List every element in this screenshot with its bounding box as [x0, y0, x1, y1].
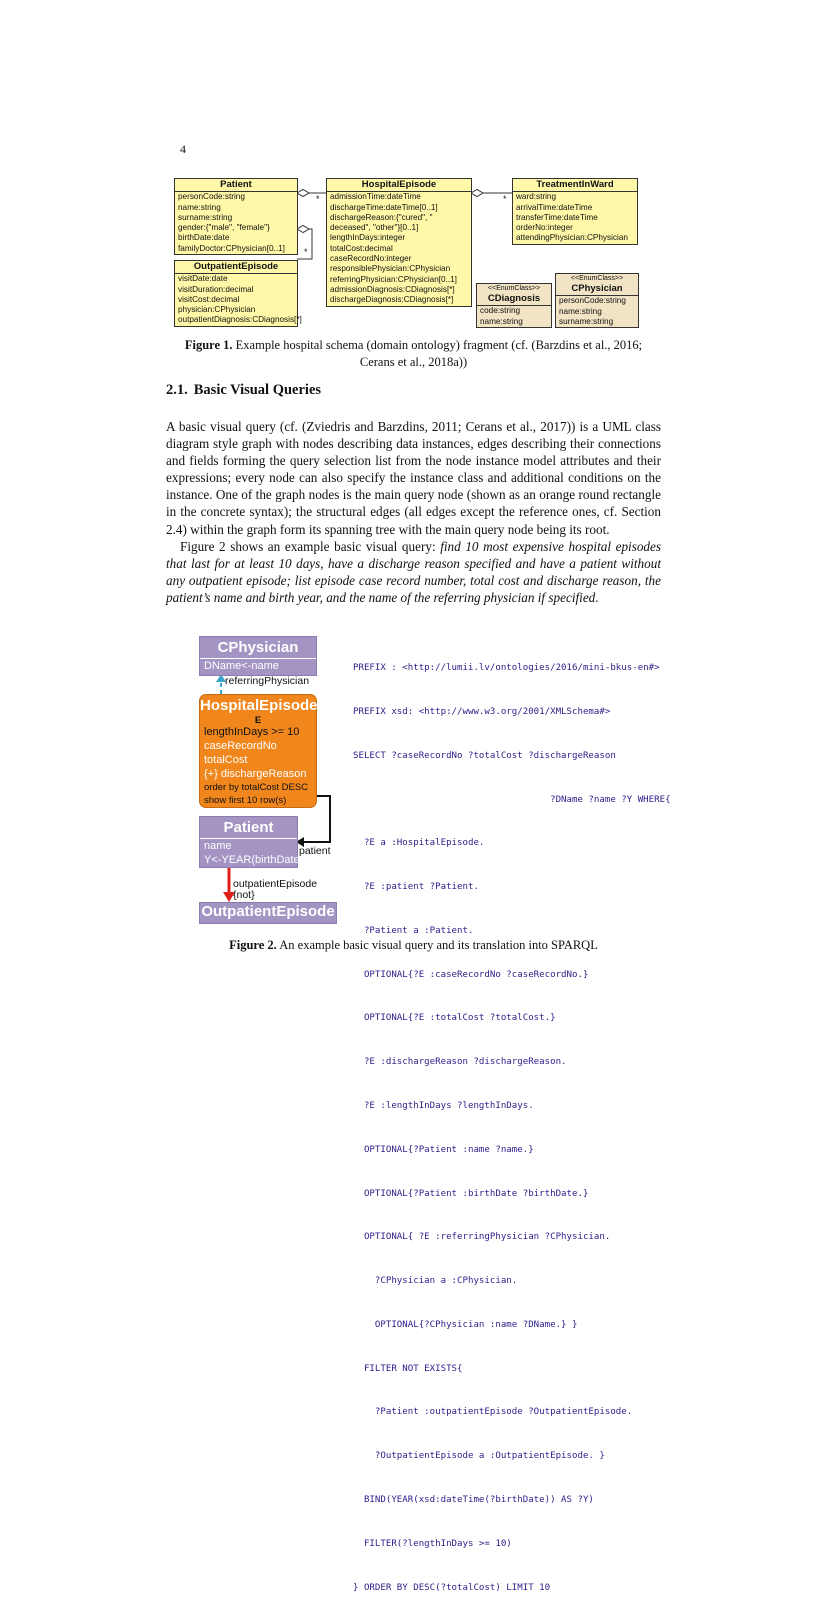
uml-attr: transferTime:dateTime [516, 212, 598, 222]
edge-label-patient: patient [299, 845, 331, 857]
uml-attr: referringPhysician:CPhysician[0..1] [330, 274, 457, 284]
code-line: ?E a :HospitalEpisode. [353, 838, 485, 849]
node-field: DName<-name [204, 660, 279, 672]
code-line: ?E :patient ?Patient. [353, 882, 479, 893]
uml-stereotype: <<EnumClass>> [487, 285, 541, 292]
node-field: Y<-YEAR(birthDate) [204, 854, 304, 866]
uml-attr: ward:string [516, 192, 557, 202]
multiplicity-label: * [304, 247, 308, 257]
code-line: OPTIONAL{?E :caseRecordNo ?caseRecordNo.} [353, 969, 589, 980]
uml-attr: visitDate:date [178, 274, 228, 284]
code-line: FILTER NOT EXISTS{ [353, 1363, 463, 1374]
uml-class-title: HospitalEpisode [327, 179, 471, 192]
uml-attr: name:string [559, 306, 602, 316]
code-line: OPTIONAL{?E :totalCost ?totalCost.} [353, 1013, 556, 1024]
code-line: ?Patient a :Patient. [353, 925, 474, 936]
code-line: OPTIONAL{ ?E :referringPhysician ?CPhysician. [353, 1232, 611, 1243]
uml-attr: personCode:string [559, 296, 626, 306]
section-title: Basic Visual Queries [193, 382, 322, 398]
uml-attr: visitCost:decimal [178, 294, 240, 304]
node-title: HospitalEpisode [200, 697, 318, 714]
multiplicity-label: * [503, 194, 507, 204]
code-line: OPTIONAL{?Patient :name ?name.} [353, 1144, 534, 1155]
code-line: ?DName ?name ?Y WHERE{ [353, 794, 671, 805]
uml-attr: totalCost:decimal [330, 243, 393, 253]
uml-attr: physician:CPhysician [178, 305, 256, 315]
node-alias: E [254, 715, 262, 726]
uml-attr: visitDuration:decimal [178, 284, 254, 294]
uml-class-title: CDiagnosis [477, 293, 551, 306]
node-limit: show first 10 row(s) [204, 795, 287, 806]
uml-attr: dischargeReason:{"cured", " [330, 212, 433, 222]
uml-attr: surname:string [178, 212, 233, 222]
uml-attr: arrivalTime:dateTime [516, 202, 593, 212]
code-line: OPTIONAL{?Patient :birthDate ?birthDate.} [353, 1188, 589, 1199]
uml-attr: dischargeDiagnosis:CDiagnosis[*] [330, 295, 454, 305]
uml-attr: surname:string [559, 316, 614, 326]
node-outpatient-episode [199, 902, 337, 924]
section-number: 2.1. [166, 382, 188, 398]
node-title: CPhysician [200, 637, 316, 659]
code-line: FILTER(?lengthInDays >= 10) [353, 1538, 512, 1549]
page-number: 4 [180, 142, 186, 156]
uml-attr: deceased", "other"}[0..1] [330, 223, 419, 233]
edge-label-referring: referringPhysician [225, 675, 310, 687]
paragraph-italic: find 10 most expensive hospital episodes that last for at least 10 days, have a discharge reason specified and have a patient without any outpatient episode; list episode case record number, total cost and discharge reason, the patient’s name and birth year, and the name of the referring physician if specified [166, 538, 662, 605]
uml-attr: familyDoctor:CPhysician[0..1] [178, 243, 285, 253]
uml-class-title: Patient [175, 179, 297, 192]
code-line: ?E :dischargeReason ?dischargeReason. [353, 1057, 567, 1068]
node-field: {+} dischargeReason [204, 768, 307, 780]
uml-class-title: CPhysician [556, 283, 638, 296]
edge-label-not: {not} [233, 889, 255, 901]
uml-attr: gender:{"male", "female"} [178, 223, 270, 233]
uml-attr: responsiblePhysician:CPhysician [330, 264, 451, 274]
uml-attr: admissionDiagnosis:CDiagnosis[*] [330, 284, 455, 294]
sparql-code [353, 632, 671, 1624]
code-line: OPTIONAL{?CPhysician :name ?DName.} } [353, 1319, 578, 1330]
code-line: ?Patient :outpatientEpisode ?OutpatientEpisode. [353, 1407, 633, 1418]
code-line: ?OutpatientEpisode a :OutpatientEpisode. } [353, 1451, 605, 1462]
edge-label-outpatient: outpatientEpisode [233, 878, 318, 890]
node-field: lengthInDays >= 10 [204, 726, 300, 738]
code-line: SELECT ?caseRecordNo ?totalCost ?dischargeReason [353, 750, 616, 761]
uml-attr: caseRecordNo:integer [330, 254, 412, 264]
uml-attr: personCode:string [178, 192, 245, 202]
uml-attr: orderNo:integer [516, 223, 573, 233]
node-cphysician [199, 636, 317, 676]
code-line: ?E :lengthInDays ?lengthInDays. [353, 1101, 534, 1111]
node-field: caseRecordNo [204, 740, 277, 752]
uml-attr: attendingPhysician:CPhysician [516, 233, 628, 243]
code-line: } ORDER BY DESC(?totalCost) LIMIT 10 [353, 1582, 551, 1593]
figure-2-caption [166, 937, 661, 954]
node-order: order by totalCost DESC [204, 782, 309, 793]
node-patient [199, 816, 304, 868]
uml-attr: outpatientDiagnosis:CDiagnosis[*] [178, 315, 302, 325]
caption-text-line2: Cerans et al., 2018a)) [359, 355, 468, 369]
code-line: PREFIX : <http://lumii.lv/ontologies/2016/mini-bkus-en#> [353, 663, 660, 674]
uml-class-title: TreatmentInWard [513, 179, 637, 192]
uml-attr: lengthInDays:integer [330, 233, 406, 243]
uml-attr: dischargeTime:dateTime[0..1] [330, 202, 438, 212]
node-title: Patient [200, 817, 297, 839]
code-line: BIND(YEAR(xsd:dateTime(?birthDate)) AS ?Y) [353, 1495, 594, 1506]
uml-attr: admissionTime:dateTime [330, 192, 421, 202]
node-field: totalCost [204, 754, 248, 766]
uml-class-title: OutpatientEpisode [175, 261, 297, 274]
node-field: name [204, 840, 232, 852]
code-line: PREFIX xsd: <http://www.w3.org/2001/XMLSchema#> [353, 706, 611, 717]
paragraph-text: Figure 2 shows an example basic visual query: [180, 538, 441, 554]
caption-text: Example hospital schema (domain ontology) fragment (cf. (Barzdins et al., 2016; [232, 338, 643, 352]
paragraph: A basic visual query (cf. (Zviedris and Barzdins, 2011; Cerans et al., 2017)) is a UML class diagram style graph with nodes describing data instances, edges describing their connections and fields forming the query selection list from the node instance model attributes and their expressions; every node can also specify the instance class and additional conditions on the instance. One of the graph nodes is the main query node (shown as an orange round rectangle in the concrete syntax); the structural edges (all edges except the reference ones, cf. Section 2.4) within the graph form its spanning tree with the main query node being its root. [166, 419, 661, 537]
caption-label: Figure 1. [184, 338, 233, 352]
caption-text: An example basic visual query and its translation into SPARQL [276, 938, 598, 952]
node-hospital-episode-main [199, 694, 317, 808]
multiplicity-label: * [316, 194, 320, 204]
uml-stereotype: <<EnumClass>> [570, 275, 624, 282]
uml-attr: name:string [480, 316, 523, 326]
code-line: ?CPhysician a :CPhysician. [353, 1276, 518, 1287]
uml-attr: name:string [178, 202, 221, 212]
node-title: OutpatientEpisode [201, 903, 335, 920]
caption-label: Figure 2. [229, 938, 277, 952]
uml-attr: code:string [480, 306, 521, 316]
uml-attr: birthDate:date [178, 233, 230, 243]
paragraph-end: . [595, 589, 599, 605]
